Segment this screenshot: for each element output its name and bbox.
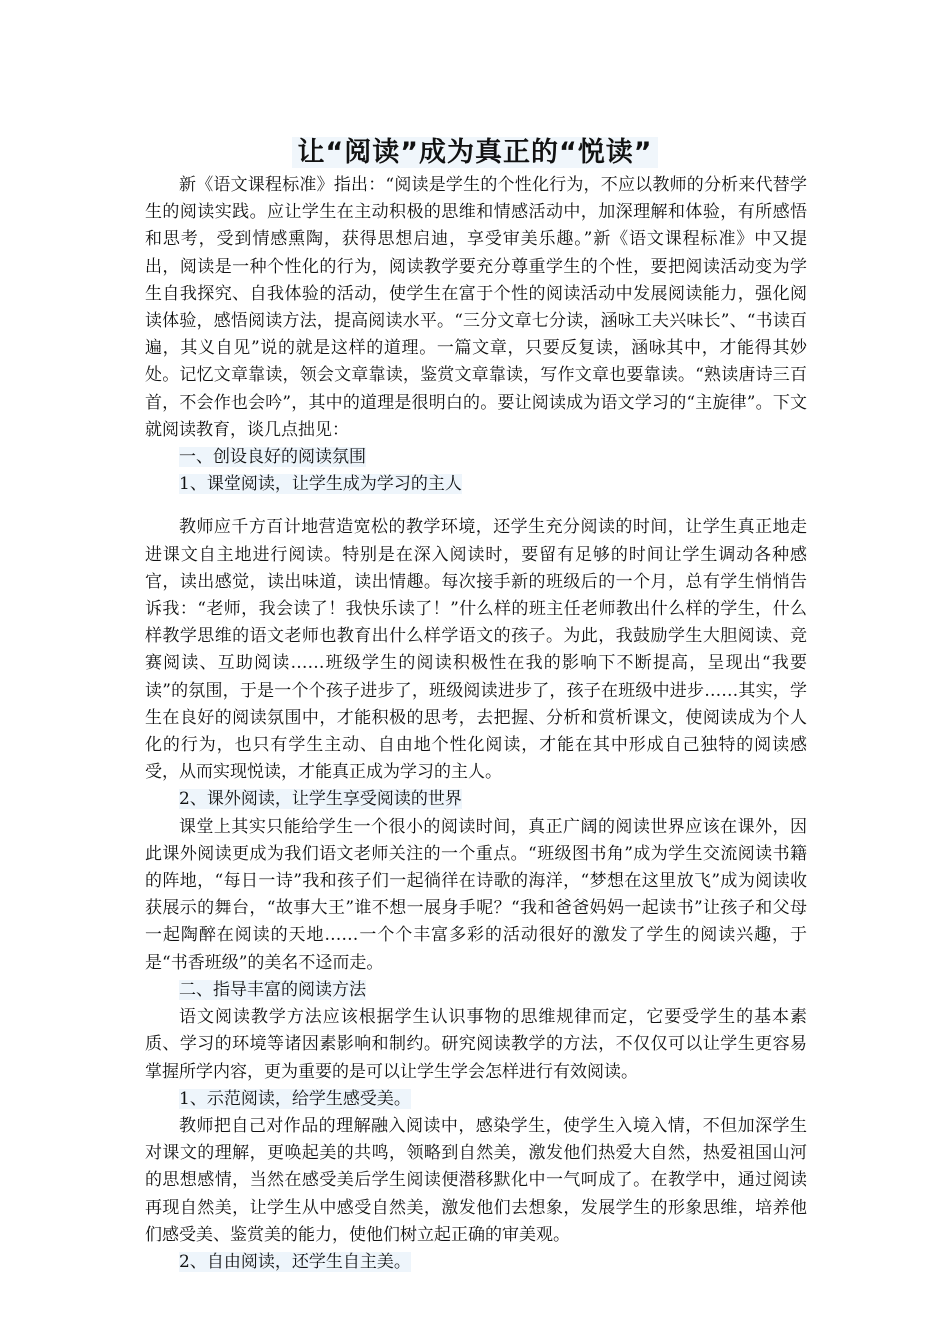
section-heading-1: 一、创设良好的阅读氛围	[179, 447, 366, 468]
subsection-heading-1-1: 1、课堂阅读，让学生成为学习的主人	[179, 474, 462, 495]
extracurricular-reading-paragraph: 课堂上其实只能给学生一个很小的阅读时间，真正广阔的阅读世界应该在课外，因此课外阅读更成为我们语文老师关注的一个重点。“班级图书角”成为学生交流阅读书籍的阵地，“每日一诗”我和孩子们一起徜徉在诗歌的海洋，“梦想在这里放飞”成为阅读收获展示的舞台，“故事大王”谁不想一展身手呢？“我和爸爸妈妈一起读书”让孩子和父母一起陶醉在阅读的天地……一个个丰富多彩的活动很好的激发了学生的阅读兴趣，于是“书香班级”的美名不迳而走。	[145, 816, 807, 973]
subsection-heading-2-1: 1、示范阅读，给学生感受美。	[179, 1088, 411, 1109]
document-body	[145, 172, 807, 1276]
demonstration-reading-paragraph: 教师把自己对作品的理解融入阅读中，感染学生，使学生入境入情，不但加深学生对课文的理解，更唤起美的共鸣，领略到自然美，激发他们热爱大自然，热爱祖国山河的思想感情，当然在感受美后学生阅读便潜移默化中一气呵成了。在教学中，通过阅读再现自然美，让学生从中感受自然美，激发他们去想象，发展学生的形象思维，培养他们感受美、鉴赏美的能力，使他们树立起正确的审美观。	[145, 1115, 807, 1245]
section-heading-2: 二、指导丰富的阅读方法	[179, 979, 366, 1000]
document-title-text: 让“阅读”成为真正的“悦读”	[292, 137, 659, 168]
reading-methods-paragraph: 语文阅读教学方法应该根据学生认识事物的思维规律而定，它要受学生的基本素质、学习的环境等诸因素影响和制约。研究阅读教学的方法，不仅仅可以让学生更容易掌握所学内容，更为重要的是可以让学生学会怎样进行有效阅读。	[145, 1007, 807, 1082]
document-title	[0, 130, 950, 169]
subsection-heading-2-2: 2、自由阅读，还学生自主美。	[179, 1251, 411, 1272]
subsection-heading-1-2: 2、课外阅读，让学生享受阅读的世界	[179, 789, 462, 810]
intro-paragraph: 新《语文课程标准》指出：“阅读是学生的个性化行为，不应以教师的分析来代替学生的阅读实践。应让学生在主动积极的思维和情感活动中，加深理解和体验，有所感悟和思考，受到情感熏陶，获得思想启迪，享受审美乐趣。”新《语文课程标准》中又提出，阅读是一种个性化的行为，阅读教学要充分尊重学生的个性，要把阅读活动变为学生自我探究、自我体验的活动，使学生在富于个性的阅读活动中发展阅读能力，强化阅读体验，感悟阅读方法，提高阅读水平。“三分文章七分读，涵咏工夫兴味长”、“书读百遍，其义自见”说的就是这样的道理。一篇文章，只要反复读，涵咏其中，才能得其妙处。记忆文章靠读，领会文章靠读，鉴赏文章靠读，写作文章也要靠读。“熟读唐诗三百首，不会作也会吟”，其中的道理是很明白的。要让阅读成为语文学习的“主旋律”。下文就阅读教育，谈几点拙见：	[145, 175, 807, 440]
classroom-reading-paragraph: 教师应千方百计地营造宽松的教学环境，还学生充分阅读的时间，让学生真正地走进课文自主地进行阅读。特别是在深入阅读时，要留有足够的时间让学生调动各种感官，读出感觉，读出味道，读出情趣。每次接手新的班级后的一个月，总有学生悄悄告诉我：“老师，我会读了！我快乐读了！”什么样的班主任老师教出什么样的学生，什么样教学思维的语文老师也教育出什么样学语文的孩子。为此，我鼓励学生大胆阅读、竞赛阅读、互助阅读……班级学生的阅读积极性在我的影响下不断提高，呈现出“我要读”的氛围，于是一个个孩子进步了，班级阅读进步了，孩子在班级中进步……其实，学生在良好的阅读氛围中，才能积极的思考，去把握、分析和赏析课文，使阅读成为个人化的行为，也只有学生主动、自由地个性化阅读，才能在其中形成自己独特的阅读感受，从而实现悦读，才能真正成为学习的主人。	[145, 517, 807, 783]
